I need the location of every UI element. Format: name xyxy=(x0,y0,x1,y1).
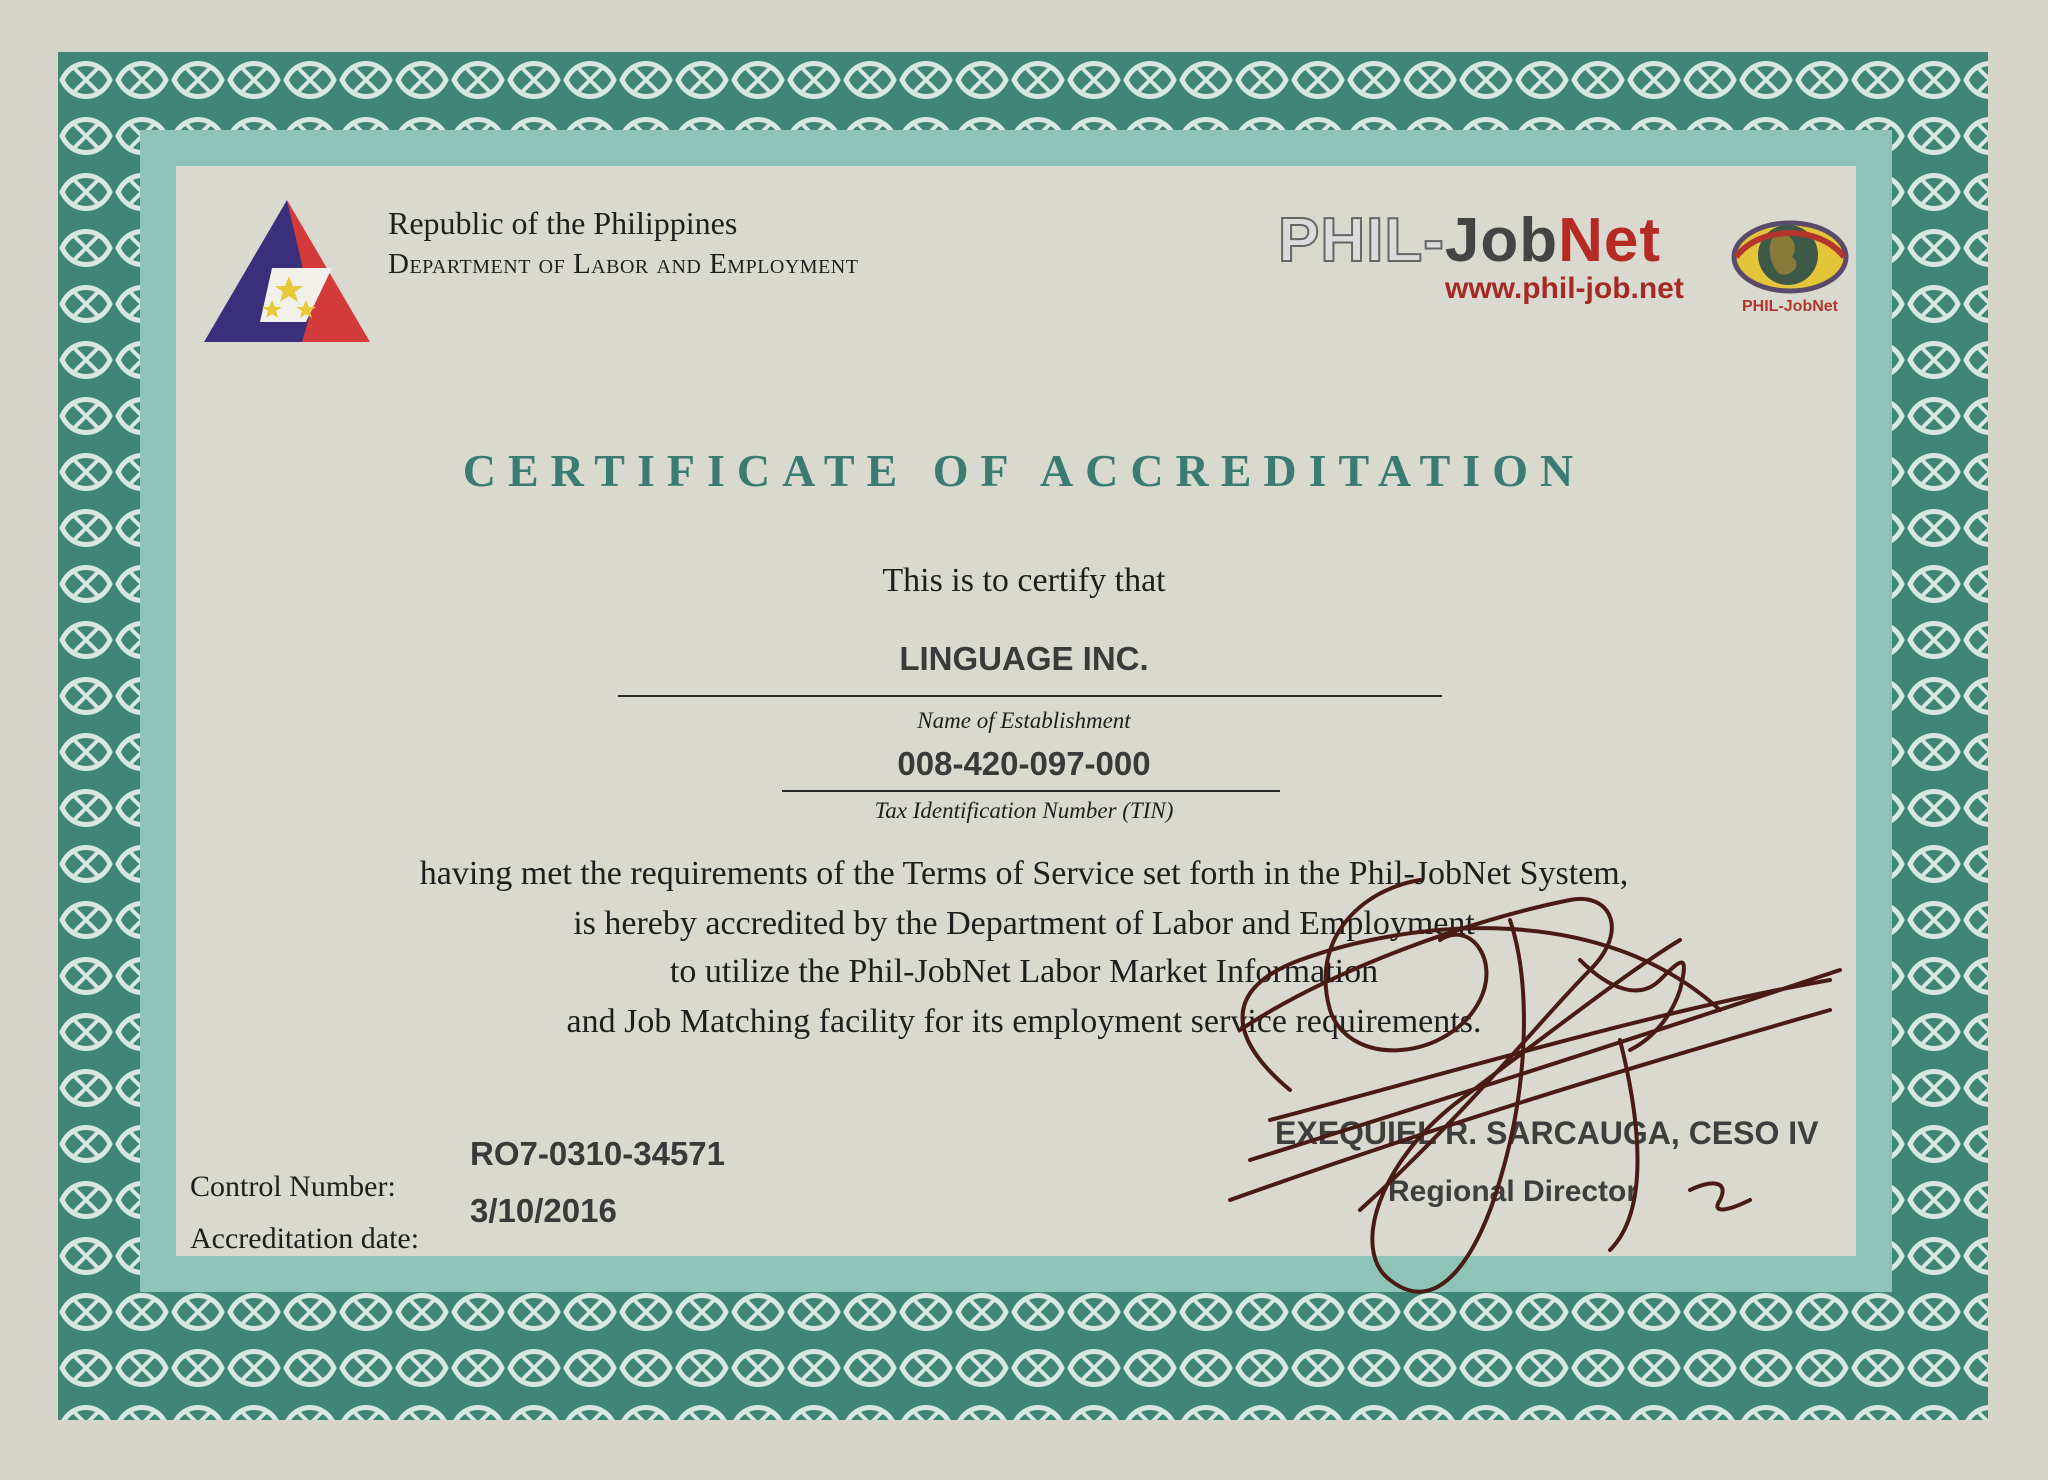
phil-jobnet-globe-logo-icon xyxy=(1730,205,1850,320)
accreditation-date-value: 3/10/2016 xyxy=(470,1192,617,1229)
certificate-title: CERTIFICATE OF ACCREDITATION xyxy=(462,445,1586,496)
accreditation-date-label: Accreditation date: xyxy=(190,1222,420,1255)
tin-underline xyxy=(782,790,1280,792)
jobnet-net-part: Net xyxy=(1558,206,1662,275)
dole-triangle-logo-icon xyxy=(202,198,372,346)
body-line-4: and Job Matching facility for its employment service requirements. xyxy=(566,1003,1482,1040)
phil-jobnet-logo-text xyxy=(1278,205,1661,276)
control-number-value: RO7-0310-34571 xyxy=(470,1135,726,1172)
handwritten-signature-icon xyxy=(1210,860,1870,1320)
body-line-1: having met the requirements of the Terms of Service set forth in the Phil-JobNet System, xyxy=(419,855,1629,892)
certify-text: This is to certify that xyxy=(882,562,1166,599)
department-text: Department of Labor and Employment xyxy=(388,248,859,280)
signatory-name: EXEQUIEL R. SARCAUGA, CESO IV xyxy=(1275,1115,1819,1151)
jobnet-url: www.phil-job.net xyxy=(1445,272,1684,305)
jobnet-phil-part: PHIL- xyxy=(1278,206,1445,275)
establishment-name: LINGUAGE INC. xyxy=(899,640,1149,677)
body-line-2: is hereby accredited by the Department of Labor and Employment xyxy=(573,905,1475,942)
control-number-label: Control Number: xyxy=(190,1170,396,1203)
tin-value: 008-420-097-000 xyxy=(897,745,1151,782)
signatory-title: Regional Director xyxy=(1388,1175,1639,1208)
establishment-label: Name of Establishment xyxy=(917,708,1131,733)
establishment-underline xyxy=(618,695,1442,697)
jobnet-job-part: Job xyxy=(1444,206,1559,275)
globe-logo-label: PHIL-JobNet xyxy=(1742,298,1838,315)
tin-label: Tax Identification Number (TIN) xyxy=(874,798,1174,823)
republic-text: Republic of the Philippines xyxy=(388,205,738,241)
body-line-3: to utilize the Phil-JobNet Labor Market Information xyxy=(669,953,1379,990)
